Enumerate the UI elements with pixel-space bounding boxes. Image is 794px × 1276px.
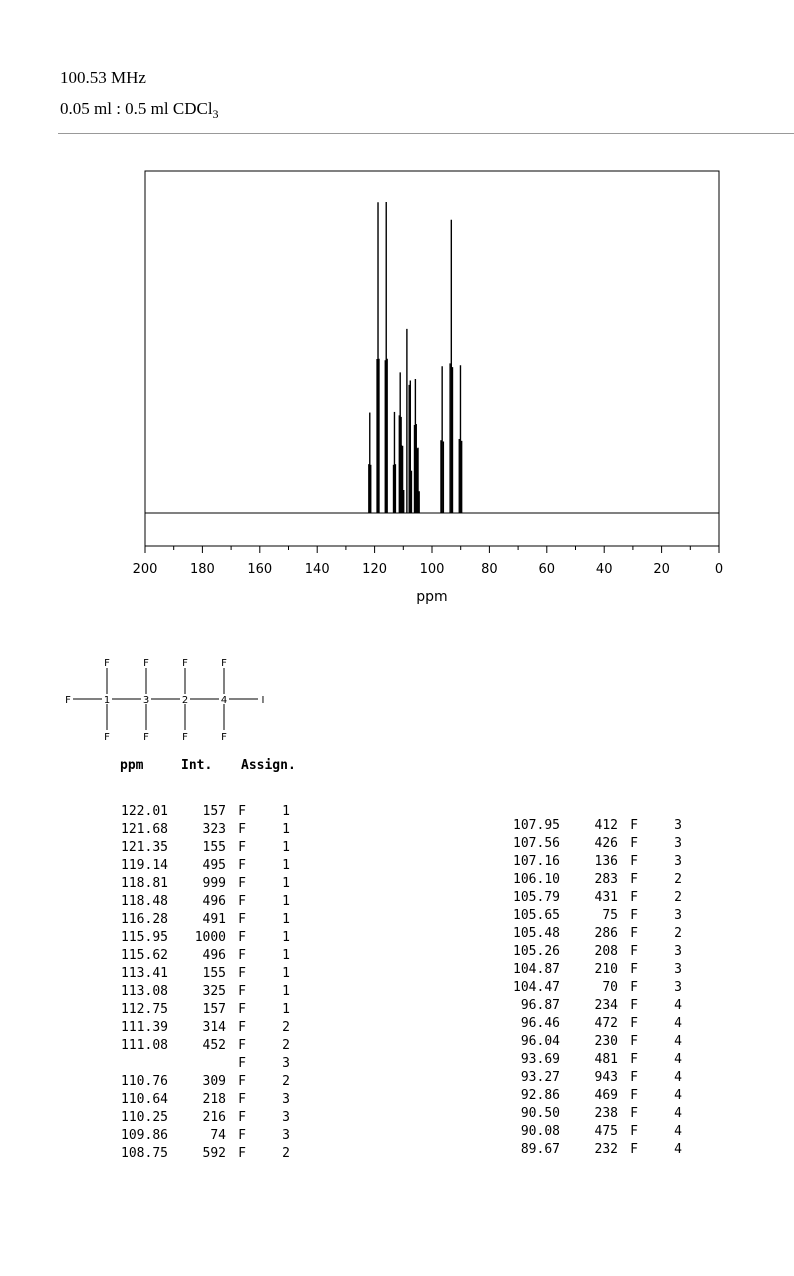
- cell-assignment: 1: [282, 858, 290, 873]
- cell-ppm: 118.81: [121, 876, 168, 891]
- cell-intensity: 208: [594, 944, 618, 959]
- x-tick-label: 40: [595, 562, 613, 577]
- cell-element: F: [238, 1092, 246, 1107]
- cell-assignment: 4: [674, 1016, 682, 1031]
- cell-ppm: 104.87: [513, 962, 560, 977]
- cell-ppm: 92.86: [520, 1088, 560, 1103]
- x-tick-label: 20: [653, 562, 670, 577]
- cell-ppm: 110.64: [121, 1092, 168, 1107]
- cell-element: F: [630, 854, 638, 869]
- table-row: [498, 943, 682, 961]
- cell-assignment: 3: [674, 962, 682, 977]
- x-tick-label: 80: [481, 562, 498, 577]
- cell-assignment: 3: [674, 836, 682, 851]
- cell-intensity: 481: [594, 1052, 618, 1067]
- cell-assignment: 1: [282, 894, 290, 909]
- table-row: [106, 857, 290, 875]
- x-tick-label: 160: [247, 562, 273, 577]
- cell-element: F: [238, 948, 246, 963]
- cell-intensity: 323: [202, 822, 226, 837]
- cell-intensity: 136: [594, 854, 618, 869]
- cell-assignment: 1: [282, 984, 290, 999]
- table-row: [106, 1073, 290, 1091]
- table-row: [106, 1019, 290, 1037]
- cell-assignment: 4: [674, 1052, 682, 1067]
- cell-element: F: [630, 944, 638, 959]
- fluorine-bottom: F: [143, 732, 149, 743]
- cell-element: F: [238, 930, 246, 945]
- peak-table-right: [498, 817, 682, 1159]
- cell-intensity: 157: [202, 1002, 226, 1017]
- cell-ppm: 121.35: [121, 840, 168, 855]
- cell-ppm: 108.75: [121, 1146, 168, 1161]
- cell-assignment: 1: [282, 804, 290, 819]
- table-row: [106, 1037, 290, 1055]
- cell-intensity: 309: [202, 1074, 226, 1089]
- cell-ppm: 116.28: [121, 912, 168, 927]
- cell-assignment: 4: [674, 998, 682, 1013]
- solvent-prefix: 0.05 ml : 0.5 ml CDCl: [60, 99, 213, 118]
- cell-assignment: 2: [282, 1020, 290, 1035]
- table-row: [106, 875, 290, 893]
- fluorine-top: F: [104, 658, 110, 669]
- cell-ppm: 90.50: [520, 1106, 560, 1121]
- fluorine-bottom: F: [104, 732, 110, 743]
- table-row: [106, 893, 290, 911]
- cell-assignment: 3: [282, 1056, 290, 1071]
- table-row: [106, 1091, 290, 1109]
- cell-ppm: 115.62: [121, 948, 168, 963]
- cell-intensity: 74: [210, 1128, 226, 1143]
- cell-intensity: 325: [202, 984, 226, 999]
- cell-element: F: [630, 890, 638, 905]
- table-row: [106, 1127, 290, 1145]
- cell-ppm: 93.69: [520, 1052, 560, 1067]
- x-tick-label: 140: [304, 562, 330, 577]
- cell-assignment: 4: [674, 1142, 682, 1157]
- cell-element: F: [630, 1034, 638, 1049]
- table-row: [498, 979, 682, 997]
- table-row: [106, 1055, 290, 1073]
- cell-ppm: 107.95: [513, 818, 560, 833]
- fluorine-bottom: F: [221, 732, 227, 743]
- cell-assignment: 4: [674, 1034, 682, 1049]
- cell-ppm: 104.47: [513, 980, 560, 995]
- cell-intensity: 472: [594, 1016, 618, 1031]
- cell-element: F: [630, 836, 638, 851]
- table-row: [498, 961, 682, 979]
- cell-ppm: 90.08: [520, 1124, 560, 1139]
- x-axis-label: ppm: [416, 589, 448, 605]
- carbon-label: 2: [181, 695, 189, 706]
- cell-element: F: [630, 980, 638, 995]
- cell-assignment: 4: [674, 1070, 682, 1085]
- table-row: [106, 983, 290, 1001]
- cell-element: F: [238, 912, 246, 927]
- cell-assignment: 3: [674, 980, 682, 995]
- cell-ppm: 96.04: [520, 1034, 560, 1049]
- cell-intensity: 283: [594, 872, 618, 887]
- cell-assignment: 2: [674, 890, 682, 905]
- cell-element: F: [238, 966, 246, 981]
- cell-intensity: 155: [202, 840, 226, 855]
- cell-intensity: 1000: [194, 930, 226, 945]
- cell-element: F: [630, 1070, 638, 1085]
- cell-intensity: 216: [202, 1110, 226, 1125]
- cell-ppm: 110.76: [121, 1074, 168, 1089]
- cell-intensity: 469: [594, 1088, 618, 1103]
- cell-assignment: 4: [674, 1088, 682, 1103]
- cell-element: F: [238, 804, 246, 819]
- peaks-group: [369, 202, 462, 513]
- cell-element: F: [238, 1038, 246, 1053]
- cell-ppm: 96.87: [520, 998, 560, 1013]
- cell-intensity: 157: [202, 804, 226, 819]
- cell-intensity: 943: [594, 1070, 618, 1085]
- cell-intensity: 218: [202, 1092, 226, 1107]
- cell-element: F: [238, 1056, 246, 1071]
- cell-element: F: [238, 1074, 246, 1089]
- cell-element: F: [238, 984, 246, 999]
- cell-intensity: 496: [202, 894, 226, 909]
- table-row: [498, 853, 682, 871]
- cell-element: F: [238, 894, 246, 909]
- cell-element: F: [630, 1088, 638, 1103]
- cell-ppm: 110.25: [121, 1110, 168, 1125]
- cell-intensity: 592: [202, 1146, 226, 1161]
- cell-assignment: 3: [674, 944, 682, 959]
- table-row: [498, 835, 682, 853]
- cell-intensity: 210: [594, 962, 618, 977]
- cell-intensity: 232: [594, 1142, 618, 1157]
- cell-ppm: 96.46: [520, 1016, 560, 1031]
- cell-element: F: [630, 1106, 638, 1121]
- cell-assignment: 1: [282, 912, 290, 927]
- header-ppm: ppm: [120, 758, 144, 773]
- cell-ppm: 107.16: [513, 854, 560, 869]
- cell-ppm: 111.08: [121, 1038, 168, 1053]
- cell-assignment: 3: [282, 1110, 290, 1125]
- cell-intensity: 70: [602, 980, 618, 995]
- cell-element: F: [630, 998, 638, 1013]
- table-row: [106, 839, 290, 857]
- x-tick-label: 100: [419, 562, 445, 577]
- table-row: [106, 947, 290, 965]
- cell-element: F: [630, 1016, 638, 1031]
- terminal-atom: F: [65, 695, 71, 706]
- table-row: [106, 911, 290, 929]
- table-row: [498, 997, 682, 1015]
- cell-intensity: 230: [594, 1034, 618, 1049]
- table-row: [106, 965, 290, 983]
- x-tick-label: 120: [362, 562, 388, 577]
- cell-element: F: [238, 840, 246, 855]
- cell-ppm: 111.39: [121, 1020, 168, 1035]
- cell-assignment: 3: [674, 908, 682, 923]
- spectrometer-frequency: 100.53 MHz: [60, 68, 146, 87]
- cell-ppm: 112.75: [121, 1002, 168, 1017]
- table-row: [498, 1015, 682, 1033]
- cell-intensity: 238: [594, 1106, 618, 1121]
- x-tick-label: 200: [132, 562, 158, 577]
- cell-element: F: [630, 926, 638, 941]
- cell-ppm: 105.79: [513, 890, 560, 905]
- cell-assignment: 1: [282, 966, 290, 981]
- cell-assignment: 1: [282, 930, 290, 945]
- cell-intensity: 491: [202, 912, 226, 927]
- cell-intensity: 234: [594, 998, 618, 1013]
- cell-assignment: 3: [674, 818, 682, 833]
- cell-ppm: [106, 1055, 168, 1073]
- table-row: [498, 1033, 682, 1051]
- cell-element: F: [238, 876, 246, 891]
- cell-assignment: 2: [282, 1074, 290, 1089]
- cell-element: F: [630, 908, 638, 923]
- cell-intensity: 475: [594, 1124, 618, 1139]
- cell-intensity: 452: [202, 1038, 226, 1053]
- peak-table-left: [106, 803, 290, 1163]
- cell-element: F: [238, 1020, 246, 1035]
- cell-element: F: [630, 1052, 638, 1067]
- cell-element: F: [630, 872, 638, 887]
- cell-ppm: 121.68: [121, 822, 168, 837]
- cell-assignment: 1: [282, 822, 290, 837]
- table-row: [498, 871, 682, 889]
- cell-intensity: 412: [594, 818, 618, 833]
- cell-intensity: [168, 1055, 226, 1073]
- cell-intensity: 426: [594, 836, 618, 851]
- table-row: [106, 1145, 290, 1163]
- cell-assignment: 2: [282, 1146, 290, 1161]
- cell-ppm: 119.14: [121, 858, 168, 873]
- solvent-subscript: 3: [212, 107, 219, 121]
- table-row: [498, 817, 682, 835]
- terminal-atom: I: [261, 695, 265, 706]
- cell-element: F: [238, 858, 246, 873]
- fluorine-top: F: [182, 658, 188, 669]
- cell-ppm: 105.65: [513, 908, 560, 923]
- cell-assignment: 2: [674, 926, 682, 941]
- carbon-label: 3: [142, 695, 150, 706]
- cell-ppm: 105.26: [513, 944, 560, 959]
- cell-intensity: 314: [202, 1020, 226, 1035]
- x-tick-label: 60: [538, 562, 556, 577]
- table-row: [498, 1069, 682, 1087]
- cell-assignment: 4: [674, 1106, 682, 1121]
- cell-assignment: 3: [674, 854, 682, 869]
- table-row: [498, 1087, 682, 1105]
- cell-ppm: 89.67: [520, 1142, 560, 1157]
- cell-assignment: 2: [674, 872, 682, 887]
- cell-intensity: 496: [202, 948, 226, 963]
- cell-ppm: 118.48: [121, 894, 168, 909]
- table-row: [106, 821, 290, 839]
- x-tick-label: 0: [714, 562, 724, 577]
- table-row: [498, 1123, 682, 1141]
- cell-assignment: 1: [282, 876, 290, 891]
- cell-ppm: 106.10: [513, 872, 560, 887]
- cell-assignment: 1: [282, 1002, 290, 1017]
- table-row: [106, 1001, 290, 1019]
- table-row: [498, 1051, 682, 1069]
- carbon-label: 4: [220, 695, 228, 706]
- header-int: Int.: [181, 758, 213, 773]
- cell-ppm: 115.95: [121, 930, 168, 945]
- table-row: [498, 889, 682, 907]
- table-row: [498, 925, 682, 943]
- cell-element: F: [238, 1146, 246, 1161]
- fluorine-top: F: [143, 658, 149, 669]
- cell-element: F: [630, 1142, 638, 1157]
- carbon-label: 1: [103, 695, 111, 706]
- table-row: [498, 1105, 682, 1123]
- cell-assignment: 3: [282, 1128, 290, 1143]
- table-row: [106, 929, 290, 947]
- cell-ppm: 113.41: [121, 966, 168, 981]
- cell-element: F: [630, 962, 638, 977]
- cell-assignment: 1: [282, 948, 290, 963]
- cell-intensity: 999: [202, 876, 226, 891]
- cell-intensity: 155: [202, 966, 226, 981]
- cell-ppm: 122.01: [121, 804, 168, 819]
- x-tick-label: 180: [189, 562, 215, 577]
- table-row: [106, 1109, 290, 1127]
- cell-ppm: 113.08: [121, 984, 168, 999]
- cell-intensity: 286: [594, 926, 618, 941]
- fluorine-top: F: [221, 658, 227, 669]
- cell-element: F: [238, 822, 246, 837]
- table-row: [498, 1141, 682, 1159]
- table-row: [106, 803, 290, 821]
- cell-intensity: 495: [202, 858, 226, 873]
- header-assign: Assign.: [241, 758, 296, 773]
- cell-ppm: 109.86: [121, 1128, 168, 1143]
- molecule-structure: [0, 0, 300, 745]
- cell-element: F: [630, 818, 638, 833]
- cell-element: F: [238, 1128, 246, 1143]
- cell-intensity: 75: [602, 908, 618, 923]
- cell-element: F: [238, 1110, 246, 1125]
- cell-ppm: 107.56: [513, 836, 560, 851]
- cell-ppm: 105.48: [513, 926, 560, 941]
- cell-assignment: 2: [282, 1038, 290, 1053]
- fluorine-bottom: F: [182, 732, 188, 743]
- cell-intensity: 431: [594, 890, 618, 905]
- cell-ppm: 93.27: [520, 1070, 560, 1085]
- cell-assignment: 3: [282, 1092, 290, 1107]
- cell-assignment: 1: [282, 840, 290, 855]
- cell-element: F: [238, 1002, 246, 1017]
- cell-assignment: 4: [674, 1124, 682, 1139]
- table-row: [498, 907, 682, 925]
- cell-element: F: [630, 1124, 638, 1139]
